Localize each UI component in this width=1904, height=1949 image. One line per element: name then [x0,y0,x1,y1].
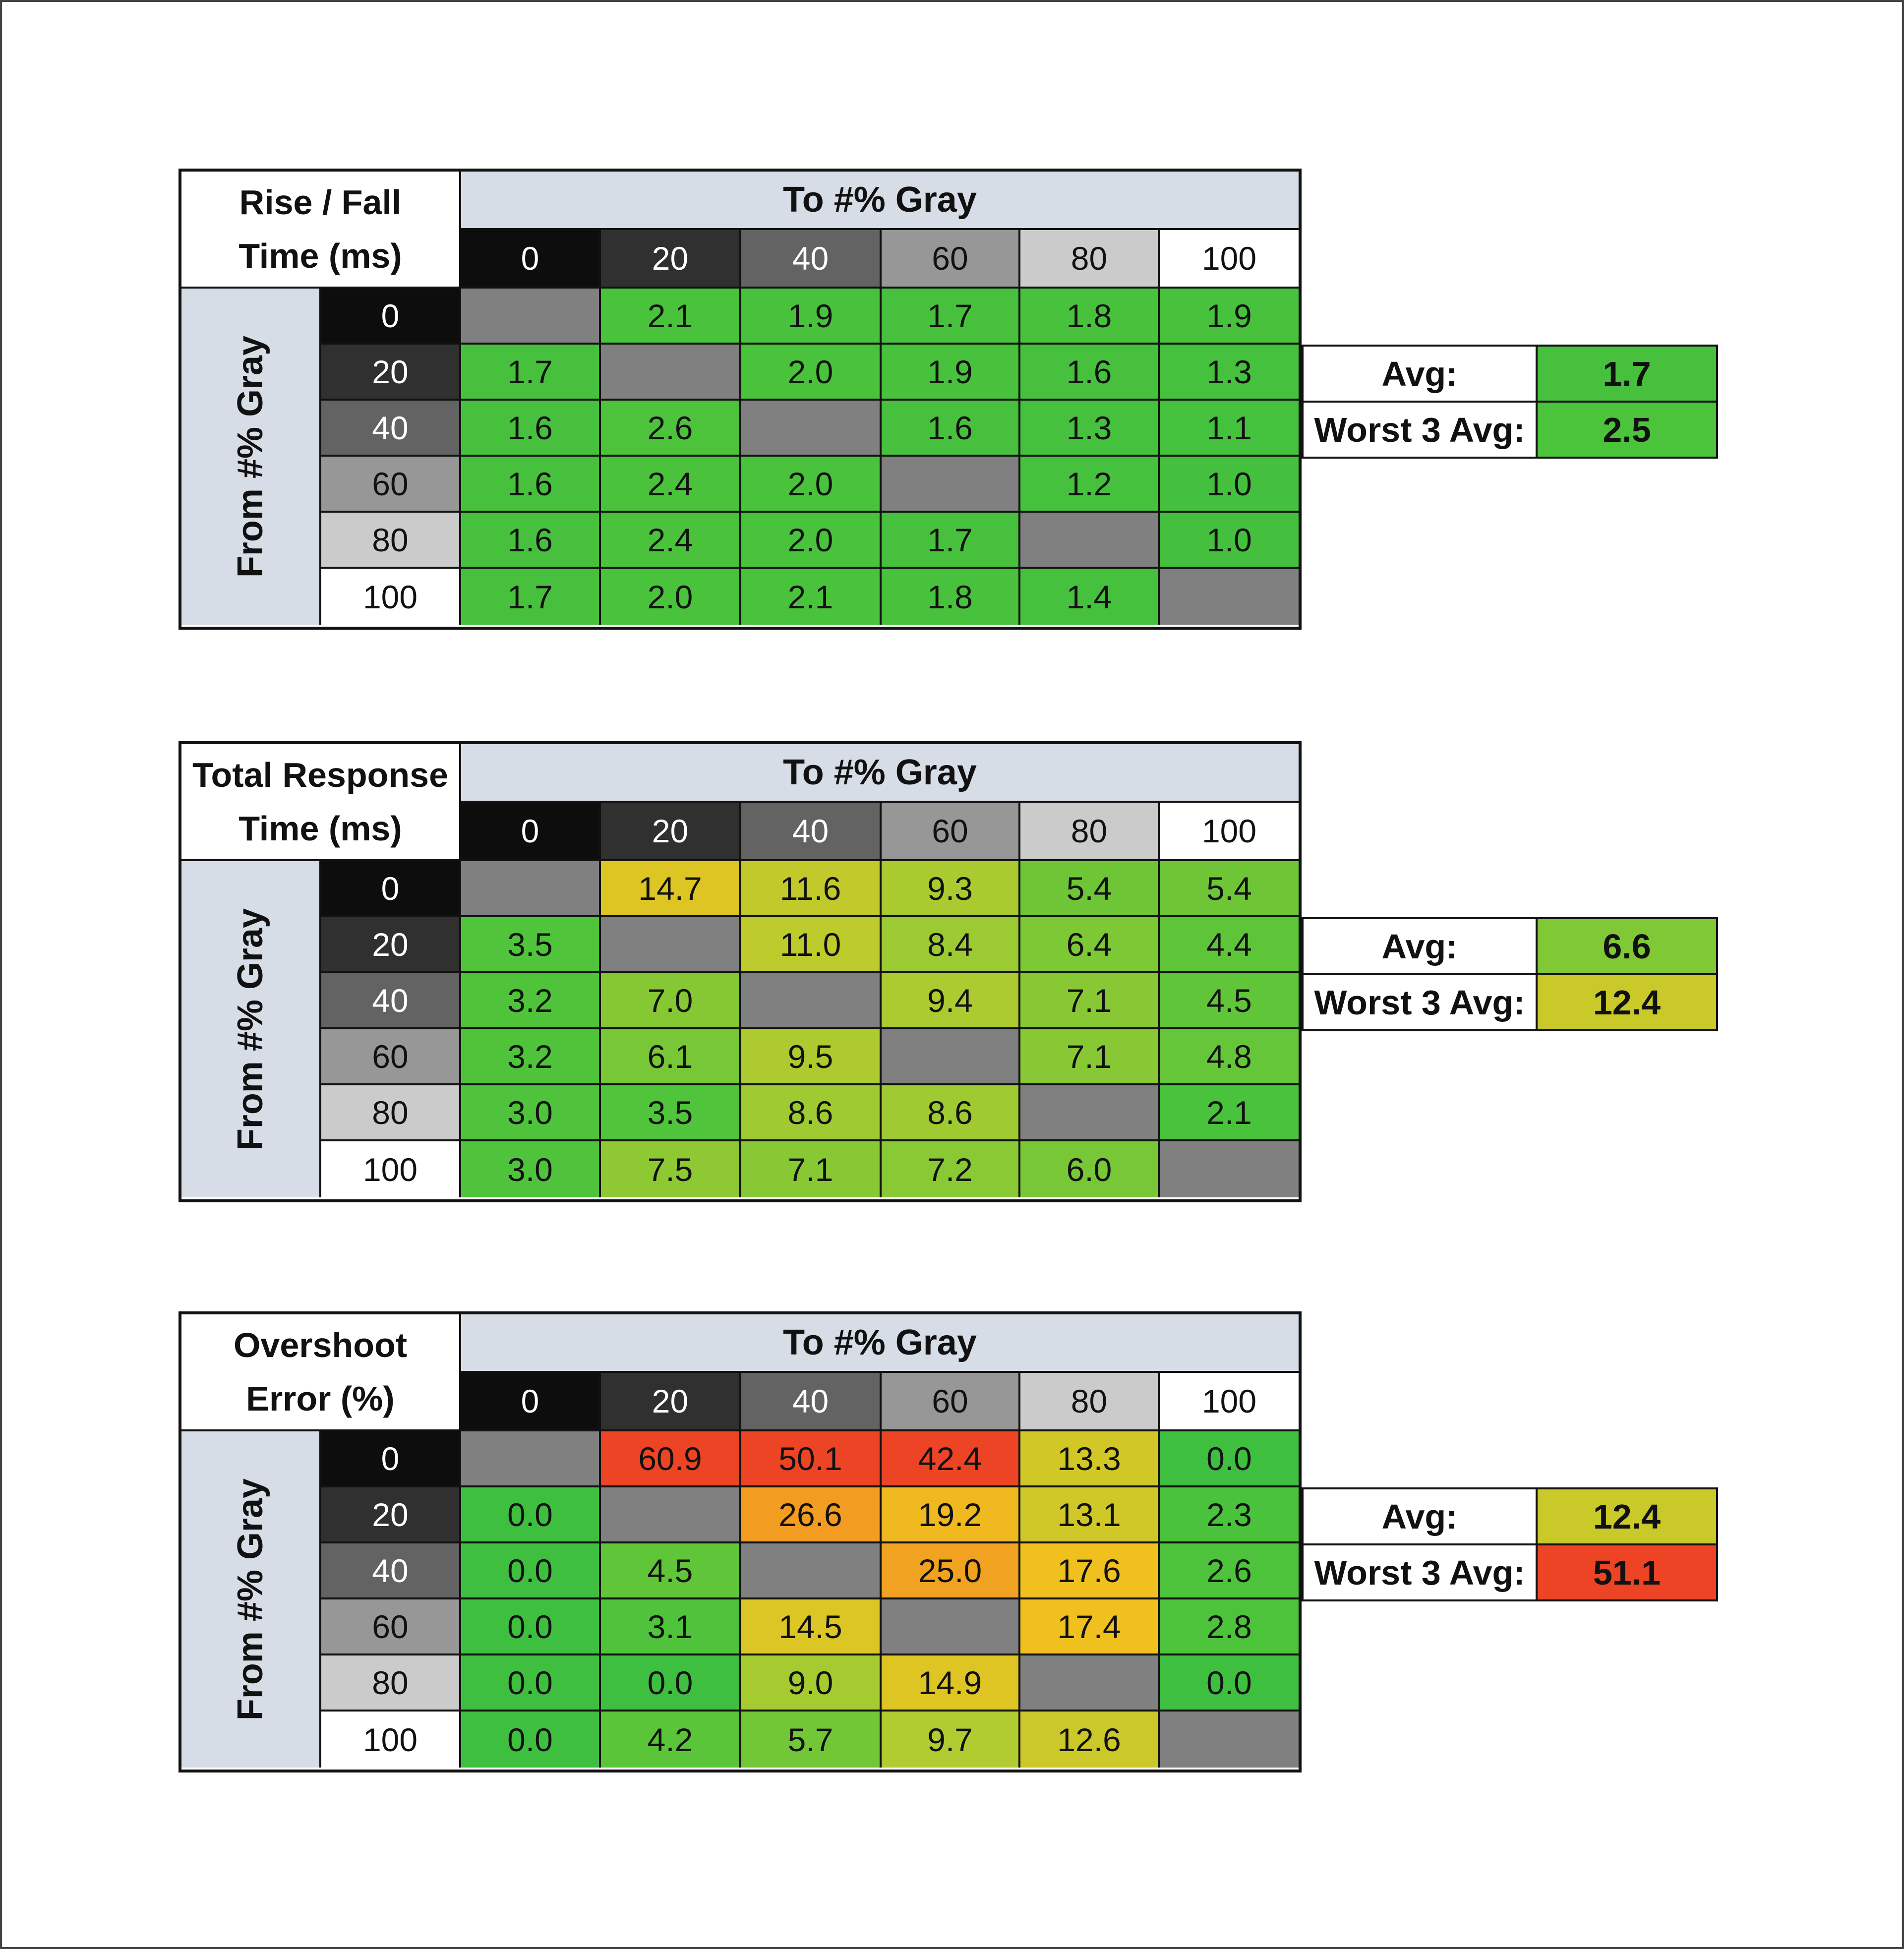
data-cell: 1.9 [882,345,1020,401]
summary-box [1302,1487,1718,1601]
row-axis-label-text: From #% Gray [231,335,270,578]
data-cell: 1.6 [1020,345,1160,401]
data-cell: 11.0 [741,917,882,973]
row-header: 40 [321,973,461,1029]
data-cell: 1.6 [461,513,601,569]
row-header: 60 [321,1599,461,1655]
row-axis-label [181,289,321,625]
diagonal-cell [1160,1712,1299,1768]
column-header: 60 [882,230,1020,289]
data-cell: 4.5 [601,1543,741,1599]
data-cell: 8.4 [882,917,1020,973]
row-header: 60 [321,1029,461,1085]
diagonal-cell [882,457,1020,513]
data-cell: 9.5 [741,1029,882,1085]
row-header: 0 [321,1431,461,1487]
data-cell: 1.4 [1020,569,1160,625]
table-title [181,172,461,289]
data-cell: 4.2 [601,1712,741,1768]
summary-label: Avg: [1304,347,1538,403]
data-cell: 7.5 [601,1141,741,1197]
heatmap-table [178,1311,1302,1772]
data-cell: 8.6 [741,1085,882,1141]
column-header: 100 [1160,1373,1299,1431]
column-header: 0 [461,1373,601,1431]
table-title [181,744,461,861]
data-cell: 7.0 [601,973,741,1029]
data-cell: 2.6 [1160,1543,1299,1599]
data-cell: 4.5 [1160,973,1299,1029]
column-axis-label: To #% Gray [461,744,1299,803]
data-cell: 26.6 [741,1487,882,1543]
summary-value: 12.4 [1538,975,1718,1031]
diagonal-cell [741,973,882,1029]
column-header: 20 [601,230,741,289]
row-axis-label-text: From #% Gray [231,908,270,1151]
data-cell: 0.0 [461,1543,601,1599]
data-cell: 2.0 [741,345,882,401]
summary-value: 51.1 [1538,1545,1718,1601]
data-cell: 7.1 [741,1141,882,1197]
diagonal-cell [882,1599,1020,1655]
data-cell: 0.0 [461,1655,601,1712]
data-cell: 6.0 [1020,1141,1160,1197]
data-cell: 3.0 [461,1141,601,1197]
data-cell: 0.0 [461,1712,601,1768]
summary-box [1302,345,1718,459]
column-header: 100 [1160,803,1299,861]
row-header: 100 [321,1712,461,1768]
row-header: 0 [321,289,461,345]
data-cell: 1.8 [1020,289,1160,345]
column-header: 0 [461,230,601,289]
row-axis-label [181,1431,321,1768]
heatmap-table [178,741,1302,1202]
data-cell: 3.2 [461,1029,601,1085]
data-cell: 1.8 [882,569,1020,625]
row-header: 20 [321,917,461,973]
data-cell: 2.0 [741,457,882,513]
data-cell: 2.3 [1160,1487,1299,1543]
data-cell: 14.9 [882,1655,1020,1712]
row-header: 40 [321,401,461,457]
data-cell: 2.4 [601,513,741,569]
column-header: 100 [1160,230,1299,289]
data-cell: 17.4 [1020,1599,1160,1655]
data-cell: 19.2 [882,1487,1020,1543]
summary-value: 1.7 [1538,347,1718,403]
diagonal-cell [1020,1085,1160,1141]
table-title-line: Overshoot [233,1326,408,1364]
column-header: 60 [882,803,1020,861]
diagonal-cell [461,861,601,917]
column-header: 0 [461,803,601,861]
row-header: 80 [321,1085,461,1141]
data-cell: 2.0 [601,569,741,625]
column-axis-label: To #% Gray [461,1314,1299,1373]
data-cell: 1.3 [1020,401,1160,457]
diagonal-cell [461,1431,601,1487]
diagonal-cell [601,345,741,401]
data-cell: 0.0 [1160,1655,1299,1712]
row-header: 0 [321,861,461,917]
diagonal-cell [741,401,882,457]
summary-value: 2.5 [1538,403,1718,459]
data-cell: 2.4 [601,457,741,513]
data-cell: 4.4 [1160,917,1299,973]
data-cell: 3.0 [461,1085,601,1141]
data-cell: 42.4 [882,1431,1020,1487]
summary-label: Avg: [1304,1489,1538,1545]
diagonal-cell [882,1029,1020,1085]
data-cell: 0.0 [1160,1431,1299,1487]
data-cell: 9.4 [882,973,1020,1029]
data-cell: 1.9 [1160,289,1299,345]
column-header: 40 [741,1373,882,1431]
summary-value: 12.4 [1538,1489,1718,1545]
data-cell: 7.2 [882,1141,1020,1197]
data-cell: 5.4 [1020,861,1160,917]
data-cell: 1.6 [461,401,601,457]
data-cell: 3.5 [461,917,601,973]
data-cell: 9.3 [882,861,1020,917]
row-header: 80 [321,1655,461,1712]
summary-label: Worst 3 Avg: [1304,975,1538,1031]
column-header: 60 [882,1373,1020,1431]
summary-value: 6.6 [1538,919,1718,975]
summary-label: Worst 3 Avg: [1304,403,1538,459]
row-header: 20 [321,345,461,401]
data-cell: 1.9 [741,289,882,345]
data-cell: 5.7 [741,1712,882,1768]
table-title-line: Total Response [192,756,448,794]
row-header: 100 [321,1141,461,1197]
diagonal-cell [741,1543,882,1599]
data-cell: 0.0 [461,1487,601,1543]
column-header: 80 [1020,230,1160,289]
data-cell: 5.4 [1160,861,1299,917]
data-cell: 14.5 [741,1599,882,1655]
diagonal-cell [1020,513,1160,569]
data-cell: 1.0 [1160,457,1299,513]
row-header: 100 [321,569,461,625]
data-cell: 11.6 [741,861,882,917]
diagonal-cell [1020,1655,1160,1712]
summary-label: Avg: [1304,919,1538,975]
diagonal-cell [461,289,601,345]
column-header: 20 [601,1373,741,1431]
data-cell: 1.1 [1160,401,1299,457]
row-header: 40 [321,1543,461,1599]
data-cell: 1.7 [461,345,601,401]
data-cell: 2.1 [741,569,882,625]
data-cell: 1.0 [1160,513,1299,569]
data-cell: 3.1 [601,1599,741,1655]
data-cell: 50.1 [741,1431,882,1487]
table-title-line: Rise / Fall [239,183,402,222]
table-title-line: Error (%) [246,1379,395,1418]
table-title-line: Time (ms) [238,236,402,275]
row-header: 80 [321,513,461,569]
data-cell: 9.0 [741,1655,882,1712]
row-header: 20 [321,1487,461,1543]
row-axis-label [181,861,321,1197]
table-title-line: Time (ms) [238,809,402,848]
column-axis-label: To #% Gray [461,172,1299,230]
data-cell: 1.2 [1020,457,1160,513]
data-cell: 2.8 [1160,1599,1299,1655]
data-cell: 7.1 [1020,1029,1160,1085]
data-cell: 13.1 [1020,1487,1160,1543]
data-cell: 1.7 [882,289,1020,345]
diagonal-cell [1160,1141,1299,1197]
column-header: 80 [1020,1373,1160,1431]
summary-label: Worst 3 Avg: [1304,1545,1538,1601]
data-cell: 4.8 [1160,1029,1299,1085]
data-cell: 2.0 [741,513,882,569]
column-header: 80 [1020,803,1160,861]
data-cell: 6.4 [1020,917,1160,973]
data-cell: 2.6 [601,401,741,457]
data-cell: 1.3 [1160,345,1299,401]
data-cell: 1.7 [882,513,1020,569]
data-cell: 8.6 [882,1085,1020,1141]
summary-box [1302,917,1718,1031]
data-cell: 25.0 [882,1543,1020,1599]
column-header: 40 [741,230,882,289]
data-cell: 0.0 [601,1655,741,1712]
data-cell: 2.1 [601,289,741,345]
row-axis-label-text: From #% Gray [231,1478,270,1721]
diagonal-cell [601,1487,741,1543]
data-cell: 2.1 [1160,1085,1299,1141]
column-header: 20 [601,803,741,861]
data-cell: 1.6 [882,401,1020,457]
diagonal-cell [1160,569,1299,625]
column-header: 40 [741,803,882,861]
data-cell: 1.6 [461,457,601,513]
diagonal-cell [601,917,741,973]
data-cell: 0.0 [461,1599,601,1655]
row-header: 60 [321,457,461,513]
data-cell: 1.7 [461,569,601,625]
data-cell: 7.1 [1020,973,1160,1029]
data-cell: 3.2 [461,973,601,1029]
data-cell: 17.6 [1020,1543,1160,1599]
data-cell: 13.3 [1020,1431,1160,1487]
data-cell: 6.1 [601,1029,741,1085]
data-cell: 14.7 [601,861,741,917]
data-cell: 60.9 [601,1431,741,1487]
table-title [181,1314,461,1431]
heatmap-table [178,169,1302,630]
data-cell: 9.7 [882,1712,1020,1768]
data-cell: 12.6 [1020,1712,1160,1768]
data-cell: 3.5 [601,1085,741,1141]
